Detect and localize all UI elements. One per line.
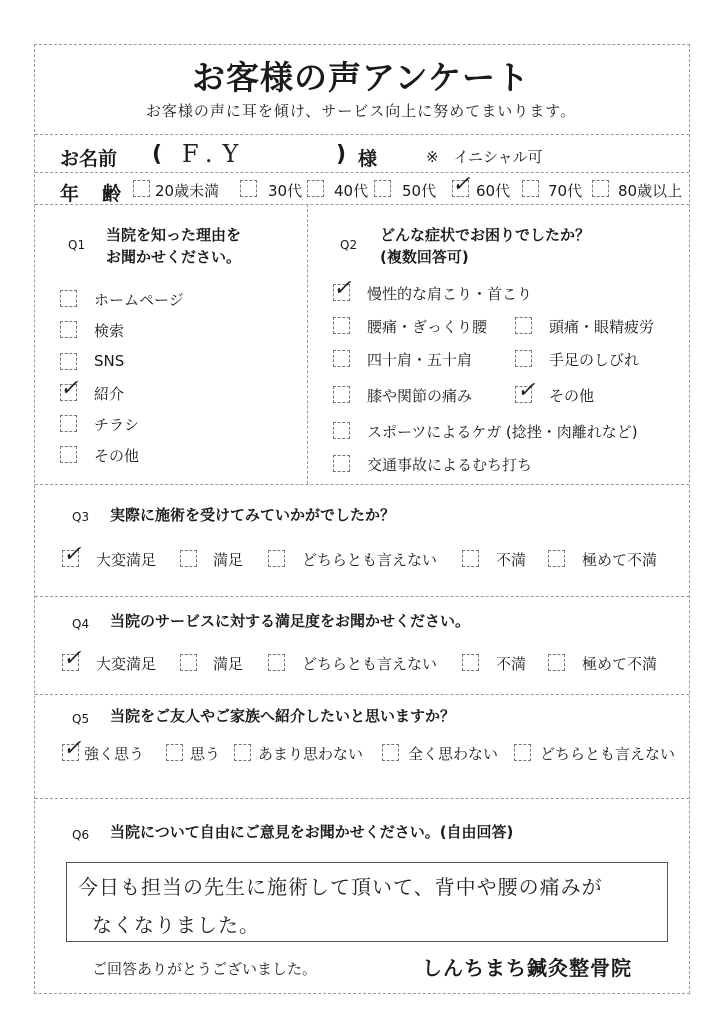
q3-option: どちらとも言えない [302,551,438,569]
q2-option: 頭痛・眼精疲労 [549,318,655,336]
q1-title-line2: お聞かせください。 [106,248,242,266]
q2-title-line2: (複数回答可) [380,248,469,266]
q2-checkbox-4[interactable] [515,350,532,367]
q3-checkbox-2[interactable] [268,550,285,567]
q4-option: 大変満足 [96,655,157,673]
q2-option: その他 [549,387,595,405]
name-label: お名前 [60,148,118,170]
q1-checkbox-0[interactable] [60,290,77,307]
q2-option: 膝や関節の痛み [367,387,473,405]
check-mark-icon: ✓ [452,172,471,197]
age-option: 40代 [334,182,369,200]
name-open-paren: ( [152,142,163,167]
q3-checkbox-1[interactable] [180,550,197,567]
age-option: 50代 [402,182,437,200]
q2-checkbox-2[interactable] [515,317,532,334]
q1-option: ホームページ [94,291,184,309]
q5-option: あまり思わない [258,745,364,763]
footer-thanks: ご回答ありがとうございました。 [92,960,318,978]
age-option: 80歳以上 [618,182,683,200]
q5-checkbox-3[interactable] [382,744,399,761]
q1-option: 紹介 [94,385,125,403]
comment-answer-line1: 今日も担当の先生に施術して頂いて、背中や腰の痛みが [78,875,603,899]
q4-checkbox-1[interactable] [180,654,197,671]
q2-checkbox-3[interactable] [333,350,350,367]
q2-checkbox-8[interactable] [333,455,350,472]
q1-checkbox-2[interactable] [60,353,77,370]
q4-number: Q4 [72,617,90,631]
q2-option: スポーツによるケガ (捻挫・肉離れなど) [367,423,638,441]
age-option: 20歳未満 [155,182,220,200]
q4-option: 極めて不満 [582,655,658,673]
q2-checkbox-7[interactable] [333,422,350,439]
name-close-paren: ) [336,142,347,167]
q1-checkbox-1[interactable] [60,321,77,338]
divider [35,204,689,205]
clinic-name: しんちまち鍼灸整骨院 [422,956,632,980]
q1-checkbox-4[interactable] [60,415,77,432]
q2-option: 交通事故によるむち打ち [367,456,533,474]
q1-number: Q1 [68,238,86,252]
q3-checkbox-4[interactable] [548,550,565,567]
q5-option: 強く思う [84,745,145,763]
q2-option: 腰痛・ぎっくり腰 [367,318,488,336]
q1-title-line1: 当院を知った理由を [106,226,242,244]
name-field[interactable]: F.Y [182,140,249,168]
q1-option: SNS [94,352,125,370]
age-checkbox-2[interactable] [307,180,324,197]
age-option: 30代 [268,182,303,200]
page-subtitle: お客様の声に耳を傾け、サービス向上に努めてまいります。 [145,102,577,120]
divider [35,172,689,173]
age-checkbox-5[interactable] [522,180,539,197]
q5-checkbox-2[interactable] [234,744,251,761]
divider [35,798,689,799]
check-mark-icon: ✓ [517,378,536,403]
q2-title-line1: どんな症状でお困りでしたか？ [380,226,591,244]
q1-option: その他 [94,447,140,465]
q1-option: チラシ [94,416,140,434]
q4-checkbox-3[interactable] [462,654,479,671]
q5-option: 思う [190,745,221,763]
check-mark-icon: ✓ [60,376,79,401]
comment-answer-line2: なくなりました。 [92,913,260,937]
age-checkbox-0[interactable] [133,180,150,197]
q4-checkbox-4[interactable] [548,654,565,671]
q3-checkbox-3[interactable] [462,550,479,567]
q3-option: 極めて不満 [582,551,658,569]
divider [35,596,689,597]
name-note: ※ イニシャル可 [426,148,543,166]
q2-option: 慢性的な肩こり・首こり [367,285,533,303]
divider [35,484,689,485]
check-mark-icon: ✓ [63,542,82,567]
q2-checkbox-1[interactable] [333,317,350,334]
q5-number: Q5 [72,712,90,726]
q5-title: 当院をご友人やご家族へ紹介したいと思いますか？ [110,707,456,725]
q1-option: 検索 [94,322,125,340]
q2-number: Q2 [340,238,358,252]
q3-title: 実際に施術を受けてみていかがでしたか？ [110,506,396,524]
q4-option: 満足 [213,655,244,673]
q5-checkbox-1[interactable] [166,744,183,761]
age-option: 70代 [548,182,583,200]
check-mark-icon: ✓ [333,276,352,301]
q3-number: Q3 [72,510,90,524]
age-checkbox-1[interactable] [240,180,257,197]
q5-option: どちらとも言えない [540,745,676,763]
check-mark-icon: ✓ [63,646,82,671]
age-label: 年 齢 [60,183,124,205]
q3-option: 不満 [496,551,527,569]
q4-option: どちらとも言えない [302,655,438,673]
q2-option: 四十肩・五十肩 [367,351,473,369]
q6-title: 当院について自由にご意見をお聞かせください。(自由回答) [110,823,514,841]
divider [35,694,689,695]
q3-option: 大変満足 [96,551,157,569]
page-title: お客様の声アンケート [191,58,531,97]
check-mark-icon: ✓ [63,736,82,761]
age-checkbox-6[interactable] [592,180,609,197]
q1-checkbox-5[interactable] [60,446,77,463]
age-option: 60代 [476,182,511,200]
q2-checkbox-5[interactable] [333,386,350,403]
column-divider [307,204,308,484]
age-checkbox-3[interactable] [374,180,391,197]
q4-option: 不満 [496,655,527,673]
q5-option: 全く思わない [408,745,499,763]
q2-option: 手足のしびれ [549,351,640,369]
q5-checkbox-4[interactable] [514,744,531,761]
q3-option: 満足 [213,551,244,569]
divider [35,134,689,135]
q6-number: Q6 [72,828,90,842]
q4-title: 当院のサービスに対する満足度をお聞かせください。 [110,612,471,630]
q4-checkbox-2[interactable] [268,654,285,671]
name-suffix: 様 [358,148,378,170]
